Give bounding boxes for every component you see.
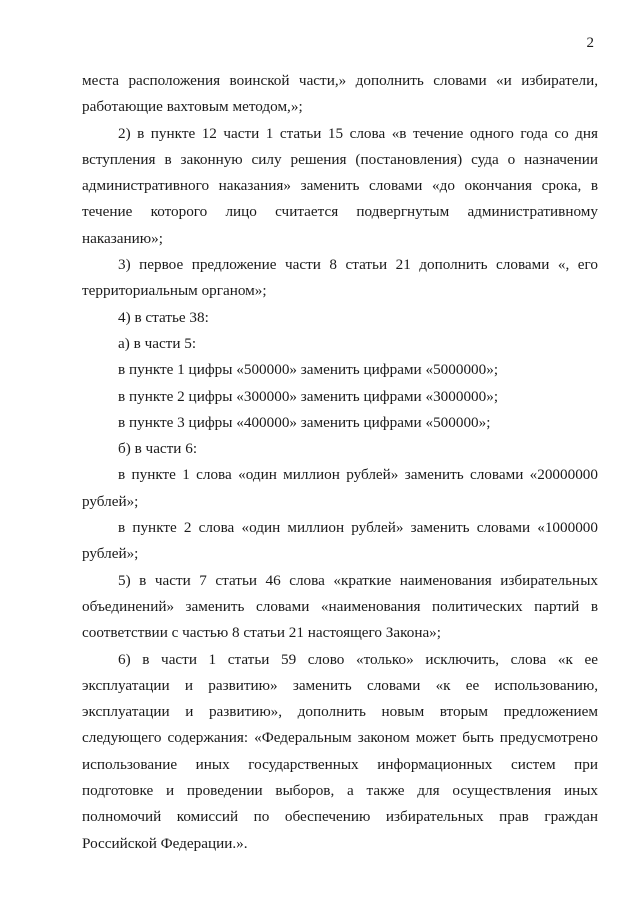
paragraph-3: 3) первое предложение части 8 статьи 21 дополнить словами «, его территориальным органом»; bbox=[82, 256, 598, 300]
paragraph-7: в пункте 2 цифры «300000» заменить цифрами «3000000»; bbox=[118, 387, 499, 405]
paragraph-11: в пункте 2 слова «один миллион рублей» заменить словами «1000000 рублей»; bbox=[82, 519, 598, 563]
page-number: 2 bbox=[586, 35, 594, 51]
paragraph-13: 6) в части 1 статьи 59 слово «только» исключить, слова «к ее эксплуатации и развитию» заменить словами «к ее использованию, эксплуатации и развитию», дополнить новым вторым предложением следующего содержания: «Федеральным законом может быть предусмотрено использование иных государственных информационных систем при подготовке и проведении выборов, а также для осуществления иных полномочий комиссий по обеспечению избирательных прав граждан Российской Федерации.». bbox=[82, 650, 598, 852]
document-body bbox=[82, 68, 598, 857]
paragraph-9: б) в части 6: bbox=[118, 440, 198, 458]
paragraph-2: 2) в пункте 12 части 1 статьи 15 слова «в течение одного года со дня вступления в законную силу решения (постановления) суда о назначении административного наказания» заменить словами «до окончания срока, в течение которого лицо считается подвергнутым административному наказанию»; bbox=[82, 124, 598, 247]
paragraph-4: 4) в статье 38: bbox=[118, 308, 209, 326]
paragraph-6: в пункте 1 цифры «500000» заменить цифрами «5000000»; bbox=[118, 361, 499, 379]
paragraph-10: в пункте 1 слова «один миллион рублей» заменить словами «20000000 рублей»; bbox=[82, 466, 598, 510]
paragraph-5: а) в части 5: bbox=[118, 334, 197, 352]
paragraph-8: в пункте 3 цифры «400000» заменить цифрами «500000»; bbox=[118, 413, 491, 431]
paragraph-1: места расположения воинской части,» дополнить словами «и избиратели, работающие вахтовым методом,»; bbox=[82, 72, 598, 116]
paragraph-12: 5) в части 7 статьи 46 слова «краткие наименования избирательных объединений» заменить словами «наименования политических партий в соответствии с частью 8 статьи 21 настоящего Закона»; bbox=[82, 571, 598, 642]
